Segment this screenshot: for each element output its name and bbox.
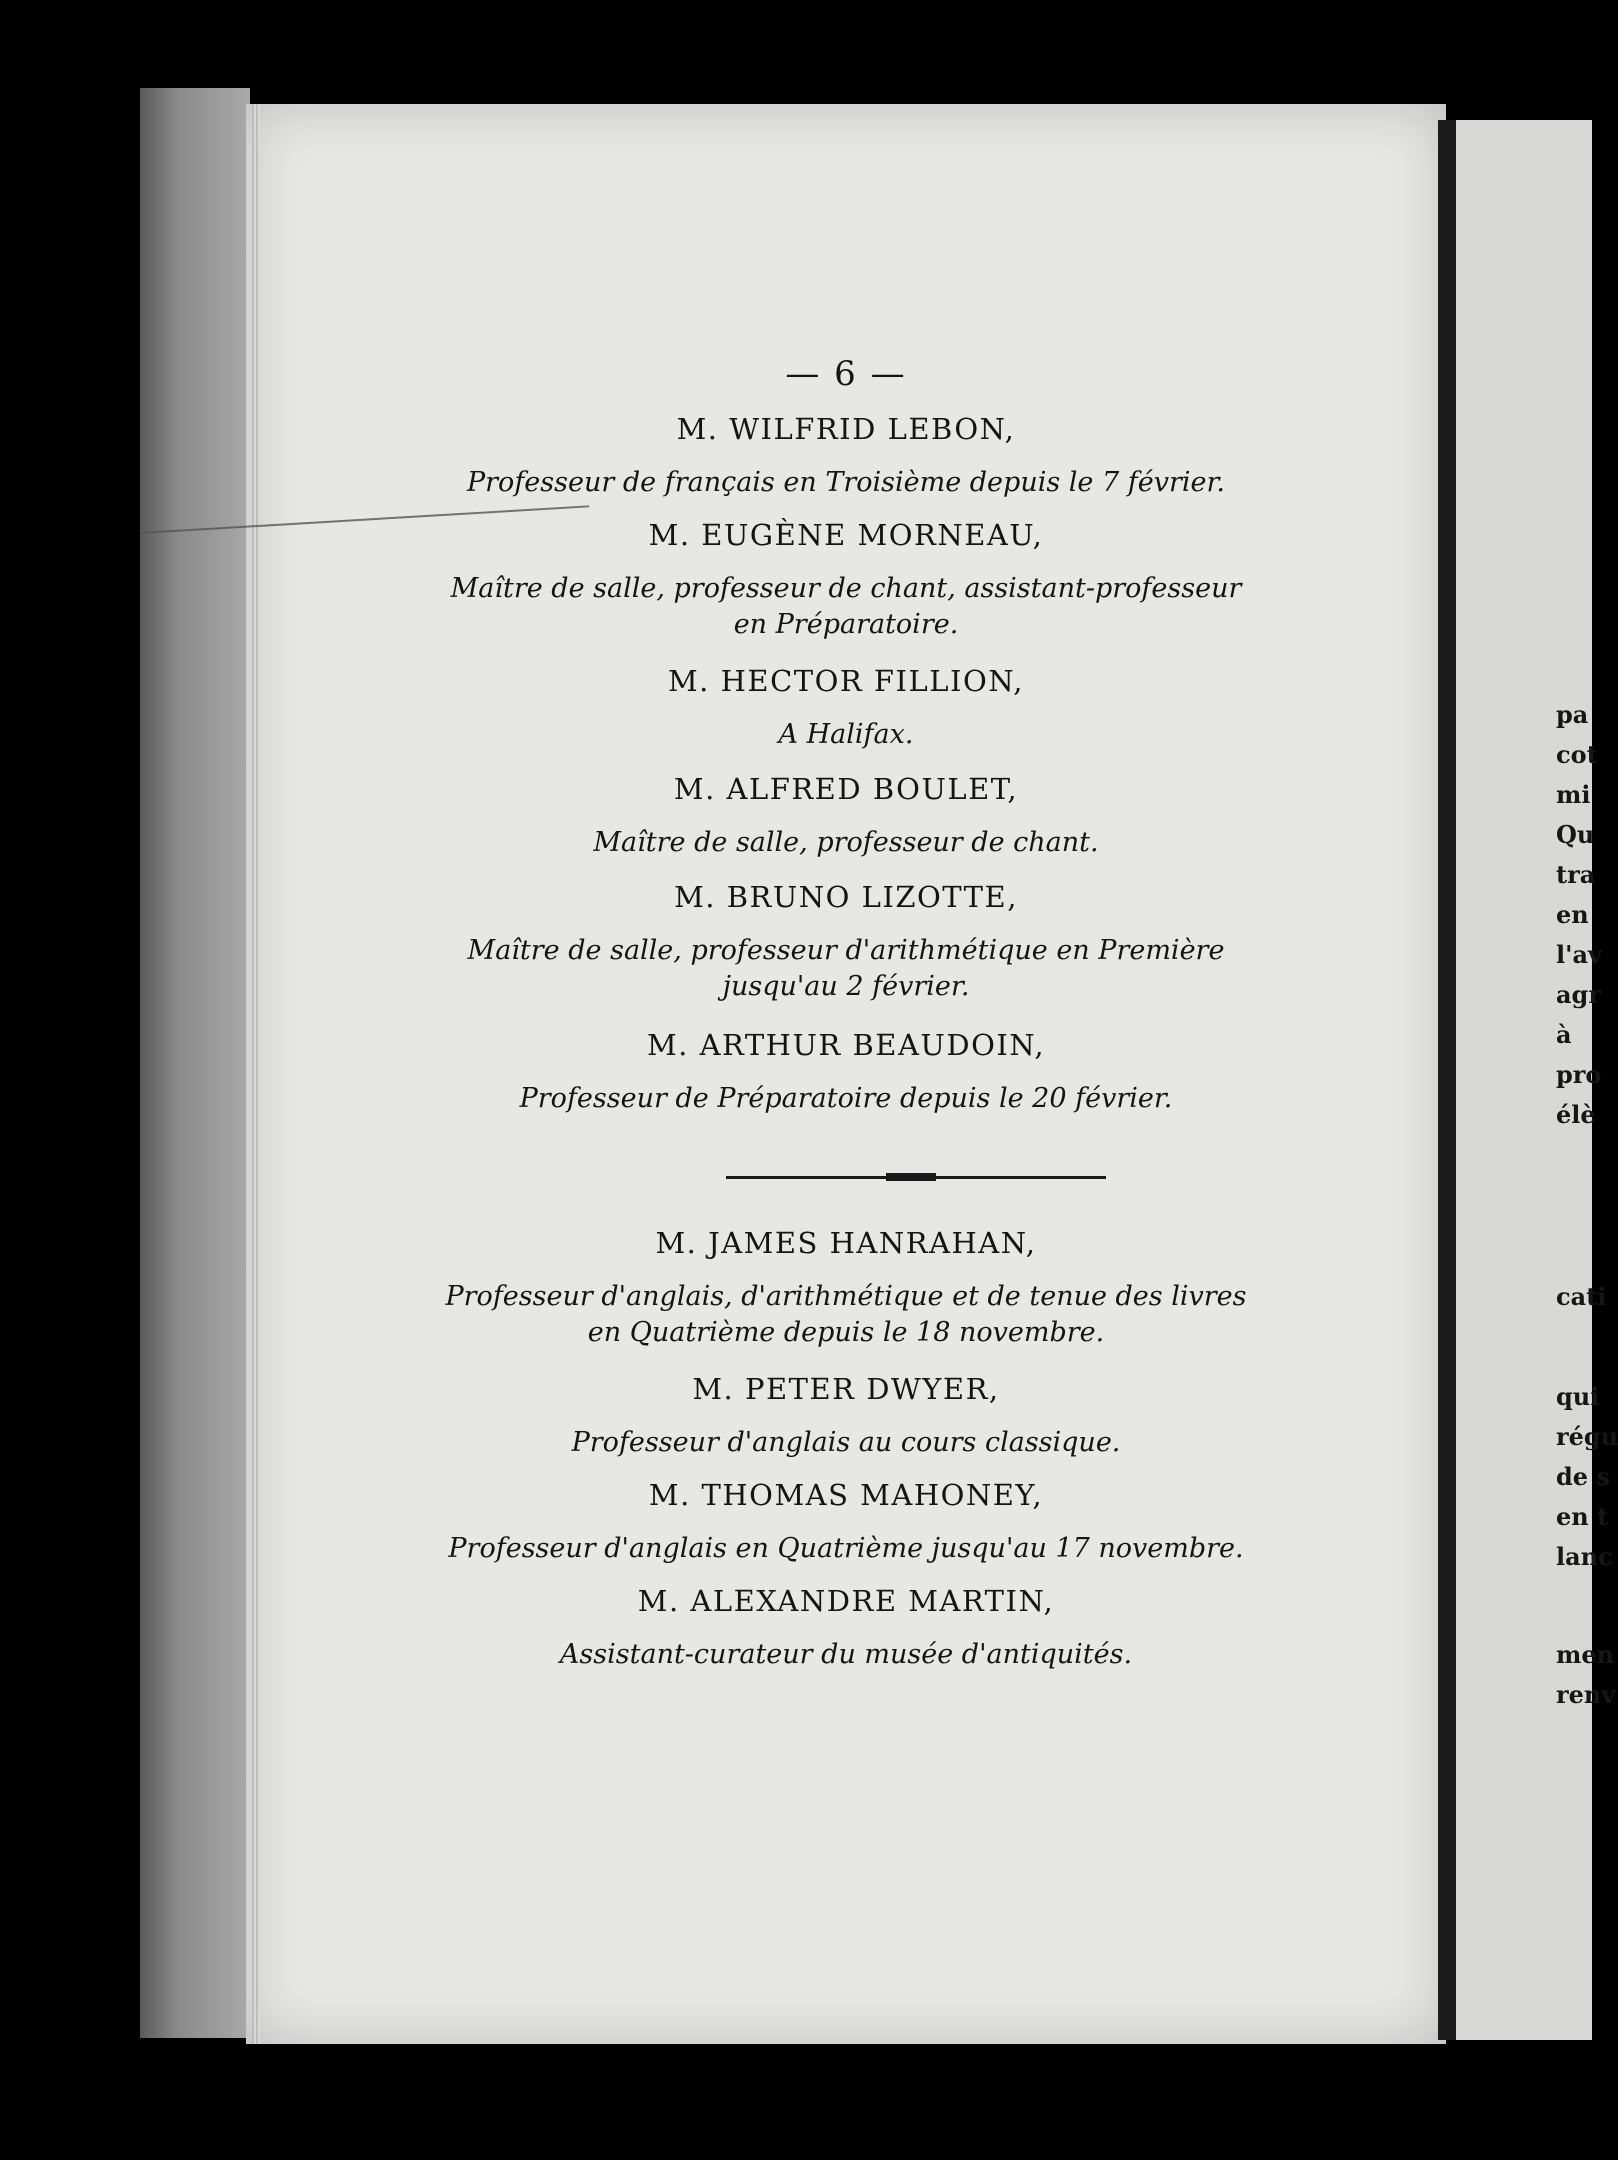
staff-role (246, 717, 1446, 753)
staff-name: M. THOMAS MAHONEY, (648, 1478, 1044, 1512)
adjacent-fragment: en t (1556, 1502, 1609, 1531)
adjacent-fragment: men (1556, 1640, 1615, 1669)
staff-name: M. ARTHUR BEAUDOIN, (646, 1028, 1046, 1062)
staff-role-line: en Quatrième depuis le 18 novembre. (587, 1317, 1105, 1349)
adjacent-fragment: qui (1556, 1382, 1600, 1411)
adjacent-fragment: élè (1556, 1100, 1596, 1129)
staff-role-line: Maître de salle, professeur d'arithmétique en Première (467, 934, 1225, 966)
staff-role (246, 1531, 1446, 1567)
staff-role-line: Professeur d'anglais au cours classique. (571, 1426, 1121, 1458)
staff-role (246, 933, 1446, 1006)
staff-role (246, 1637, 1446, 1673)
staff-entry (246, 412, 1446, 501)
staff-role (246, 1425, 1446, 1461)
staff-name: M. ALFRED BOULET, (673, 772, 1019, 806)
staff-role-line: Professeur d'anglais, d'arithmétique et de tenue des livres (445, 1280, 1247, 1312)
staff-entry (246, 1584, 1446, 1673)
staff-role (246, 1081, 1446, 1117)
page-number: — 6 — (785, 354, 907, 394)
staff-role-line: en Préparatoire. (733, 609, 959, 641)
staff-entry (246, 518, 1446, 644)
staff-role (246, 465, 1446, 501)
staff-role (246, 1279, 1446, 1352)
staff-entry (246, 664, 1446, 753)
staff-role-line: Assistant-curateur du musée d'antiquités. (559, 1638, 1133, 1670)
staff-name: M. EUGÈNE MORNEAU, (648, 518, 1044, 552)
adjacent-fragment: Qu (1556, 820, 1595, 849)
staff-name: M. ALEXANDRE MARTIN, (637, 1584, 1055, 1618)
adjacent-fragment: régu (1556, 1422, 1618, 1451)
staff-name: M. WILFRID LEBON, (676, 412, 1016, 446)
staff-entry (246, 1226, 1446, 1352)
adjacent-fragment: cati (1556, 1282, 1607, 1311)
staff-name: M. PETER DWYER, (692, 1372, 1000, 1406)
staff-entry (246, 1478, 1446, 1567)
staff-role-line: Maître de salle, professeur de chant. (593, 826, 1099, 858)
staff-name: M. BRUNO LIZOTTE, (674, 880, 1018, 914)
staff-role-line: Professeur de Préparatoire depuis le 20 février. (519, 1082, 1173, 1114)
adjacent-fragment: cot (1556, 740, 1598, 769)
staff-name: M. JAMES HANRAHAN, (655, 1226, 1037, 1260)
staff-role (246, 825, 1446, 861)
adjacent-fragment: tra (1556, 860, 1596, 889)
adjacent-fragment: de s (1556, 1462, 1610, 1491)
binding-strip (140, 88, 250, 2038)
adjacent-fragment: pro (1556, 1060, 1602, 1089)
adjacent-fragment: à (1556, 1020, 1572, 1049)
adjacent-fragment: renv (1556, 1680, 1616, 1709)
staff-role-line: A Halifax. (778, 718, 914, 750)
staff-entry (246, 880, 1446, 1006)
adjacent-fragment: l'av (1556, 940, 1602, 969)
adjacent-fragment: mi (1556, 780, 1591, 809)
adjacent-fragment: agr (1556, 980, 1601, 1009)
staff-role-line: Professeur de français en Troisième depuis le 7 février. (466, 466, 1226, 498)
adjacent-fragment: en (1556, 900, 1589, 929)
staff-role-line: Professeur d'anglais en Quatrième jusqu'au 17 novembre. (448, 1532, 1244, 1564)
staff-name: M. HECTOR FILLION, (667, 664, 1024, 698)
staff-entry (246, 772, 1446, 861)
staff-role (246, 571, 1446, 644)
staff-entry (246, 1372, 1446, 1461)
section-divider-ornament (886, 1173, 936, 1181)
staff-role-line: jusqu'au 2 février. (722, 971, 970, 1003)
adjacent-fragment: lanc (1556, 1542, 1613, 1571)
staff-role-line: Maître de salle, professeur de chant, assistant-professeur (450, 572, 1242, 604)
adjacent-fragment: pa (1556, 700, 1589, 729)
staff-entry (246, 1028, 1446, 1117)
